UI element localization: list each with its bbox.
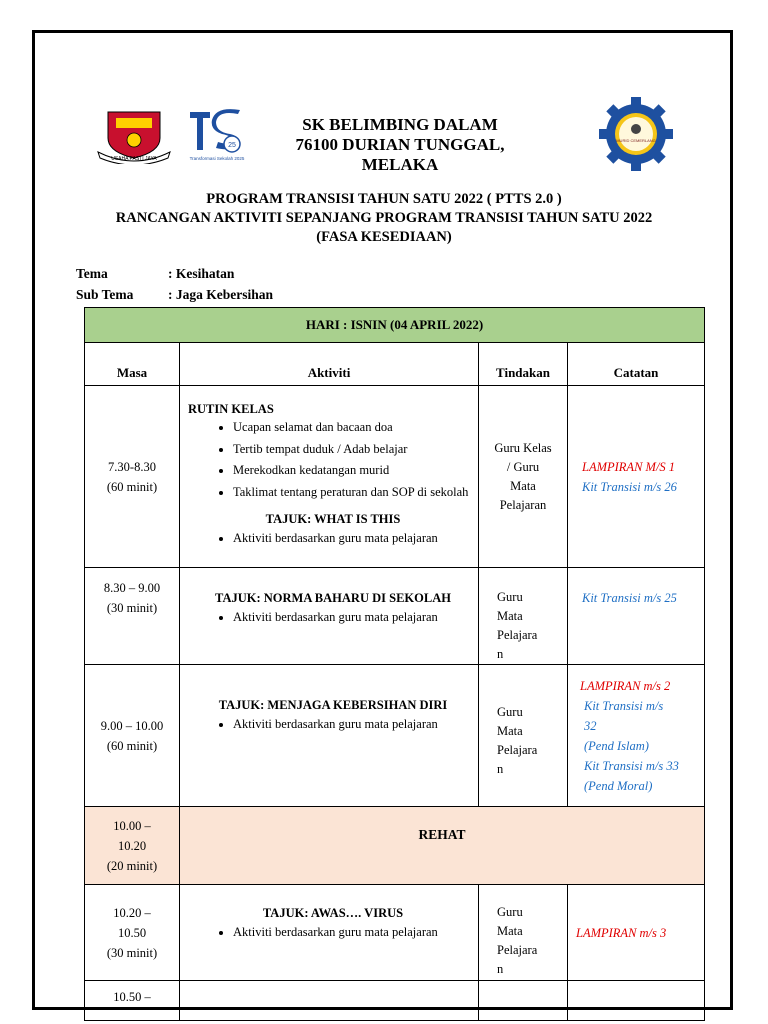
tindakan-line: Mata [497,724,523,738]
tindakan-line: n [497,647,504,661]
masa-duration: (60 minit) [106,479,158,494]
list-item: • Aktiviti berdasarkan guru mata pelajaran [233,923,478,941]
program-line-1: PROGRAM TRANSISI TAHUN SATU 2022 ( PTTS 2.0 ) [206,191,562,207]
program-line-2: RANCANGAN AKTIVITI SEPANJANG PROGRAM TRANSISI TAHUN SATU 2022 [115,210,653,226]
tajuk-heading: TAJUK: MENJAGA KEBERSIHAN DIRI [218,698,448,712]
masa-cell [85,807,180,885]
list-item: • Aktiviti berdasarkan guru mata pelajaran [233,715,478,733]
tajuk-list [188,715,478,733]
subtema-label: Sub Tema [76,287,134,302]
masa-time: 10.50 [117,925,147,940]
lampiran-ref: LAMPIRAN m/s 2 [580,678,671,693]
activity-table [84,307,705,1021]
tindakan-cell [479,981,568,1021]
tindakan-line: Guru [497,905,523,919]
table-row [85,885,705,981]
rutin-kelas-heading: RUTIN KELAS [188,402,274,416]
list-item: • Ucapan selamat dan bacaan doa [233,417,478,439]
table-row [85,386,705,568]
aktiviti-cell [180,665,479,807]
tajuk-list [188,529,478,547]
tindakan-line: Mata [497,924,523,938]
col-header-catatan: Catatan [568,343,705,386]
crest-motto: USAHA PASTI JAYA [111,156,157,162]
tindakan-cell [479,568,568,665]
tajuk-list [188,923,478,941]
svg-text:25: 25 [228,142,236,149]
aktiviti-cell [180,885,479,981]
tajuk-list [188,608,478,626]
school-crest-logo [96,108,172,164]
rehat-cell: REHAT [180,807,705,885]
tindakan-line: n [497,762,504,776]
tema-value: : Kesihatan [168,266,235,281]
kit-transisi-ref: Kit Transisi m/s [584,698,664,713]
aktiviti-cell [180,568,479,665]
tindakan-line: Guru [497,590,523,604]
masa-time: 10.20 [117,838,147,853]
lampiran-ref: LAMPIRAN M/S 1 [582,459,676,474]
tajuk-heading: TAJUK: AWAS…. VIRUS [262,906,404,920]
list-item: • Aktiviti berdasarkan guru mata pelajaran [233,608,478,626]
tajuk-heading: TAJUK: WHAT IS THIS [265,512,401,526]
day-header: HARI : ISNIN (04 APRIL 2022) [85,308,705,343]
col-header-masa: Masa [85,343,180,386]
masa-duration: (60 minit) [106,738,158,753]
address-line-2: MELAKA [361,155,439,174]
kit-transisi-ref: Kit Transisi m/s 26 [582,479,677,494]
gear-logo-text: MURID CEMERLANG [616,138,656,143]
catatan-cell [568,386,705,568]
school-header [250,115,550,175]
tajuk-heading: TAJUK: NORMA BAHARU DI SEKOLAH [215,591,451,605]
aktiviti-cell [180,386,479,568]
list-item: • Merekodkan kedatangan murid [233,460,478,482]
tindakan-line: Pelajaran [499,497,547,512]
kit-transisi-page: 32 [584,718,597,733]
tindakan-line: n [497,962,504,976]
col-header-aktiviti: Aktiviti [180,343,479,386]
masa-time: 10.20 – [113,905,151,920]
program-title [40,190,728,247]
masa-duration: (30 minit) [106,601,158,615]
tema-row [76,266,234,282]
subject-note: (Pend Islam) [584,738,649,753]
col-header-tindakan: Tindakan [479,343,568,386]
program-line-3: (FASA KESEDIAAN) [316,229,452,245]
table-row [85,665,705,807]
masa-time: 9.00 – 10.00 [100,718,164,733]
table-row [85,568,705,665]
school-name: SK BELIMBING DALAM [302,115,498,134]
subtema-row [76,287,273,303]
masa-time: 10.50 – [113,990,151,1004]
tindakan-line: / Guru [506,459,540,474]
tindakan-line: Pelajara [497,943,538,957]
kit-transisi-ref: Kit Transisi m/s 33 [584,758,679,773]
lampiran-ref: LAMPIRAN m/s 3 [576,926,667,940]
kit-transisi-ref: Kit Transisi m/s 25 [582,591,677,605]
list-item: • Aktiviti berdasarkan guru mata pelajaran [233,529,478,547]
masa-cell [85,885,180,981]
tindakan-line: Pelajara [497,743,538,757]
aktiviti-cell [180,981,479,1021]
catatan-cell [568,665,705,807]
tindakan-line: Guru Kelas [494,440,552,455]
list-item: • Tertib tempat duduk / Adab belajar [233,439,478,461]
masa-time: 8.30 – 9.00 [103,581,161,595]
address-line-1: 76100 DURIAN TUNGGAL, [295,135,505,154]
tindakan-line: Mata [497,609,523,623]
subtema-value: : Jaga Kebersihan [168,287,274,302]
masa-time: 7.30-8.30 [108,459,156,474]
masa-duration: (30 minit) [106,945,158,960]
tindakan-cell [479,885,568,981]
masa-cell [85,568,180,665]
masa-cell [85,386,180,568]
catatan-cell [568,981,705,1021]
ts25-logo [184,106,250,164]
subject-note: (Pend Moral) [584,778,653,793]
tindakan-cell [479,665,568,807]
masa-cell [85,665,180,807]
catatan-cell [568,885,705,981]
masa-duration: (20 minit) [106,858,158,873]
tema-label: Tema [76,266,108,281]
list-item: • Taklimat tentang peraturan dan SOP di sekolah [233,482,478,504]
ts25-caption: Transformasi Sekolah 2025 [189,156,245,161]
masa-time: 10.00 – [113,818,151,833]
rutin-list [188,417,478,503]
table-row [85,807,705,885]
tindakan-line: Guru [497,705,523,719]
catatan-cell [568,568,705,665]
tindakan-line: Pelajara [497,628,538,642]
tindakan-cell [479,386,568,568]
gear-logo [596,95,676,173]
table-row [85,981,705,1021]
tindakan-line: Mata [510,478,536,493]
masa-cell [85,981,180,1021]
